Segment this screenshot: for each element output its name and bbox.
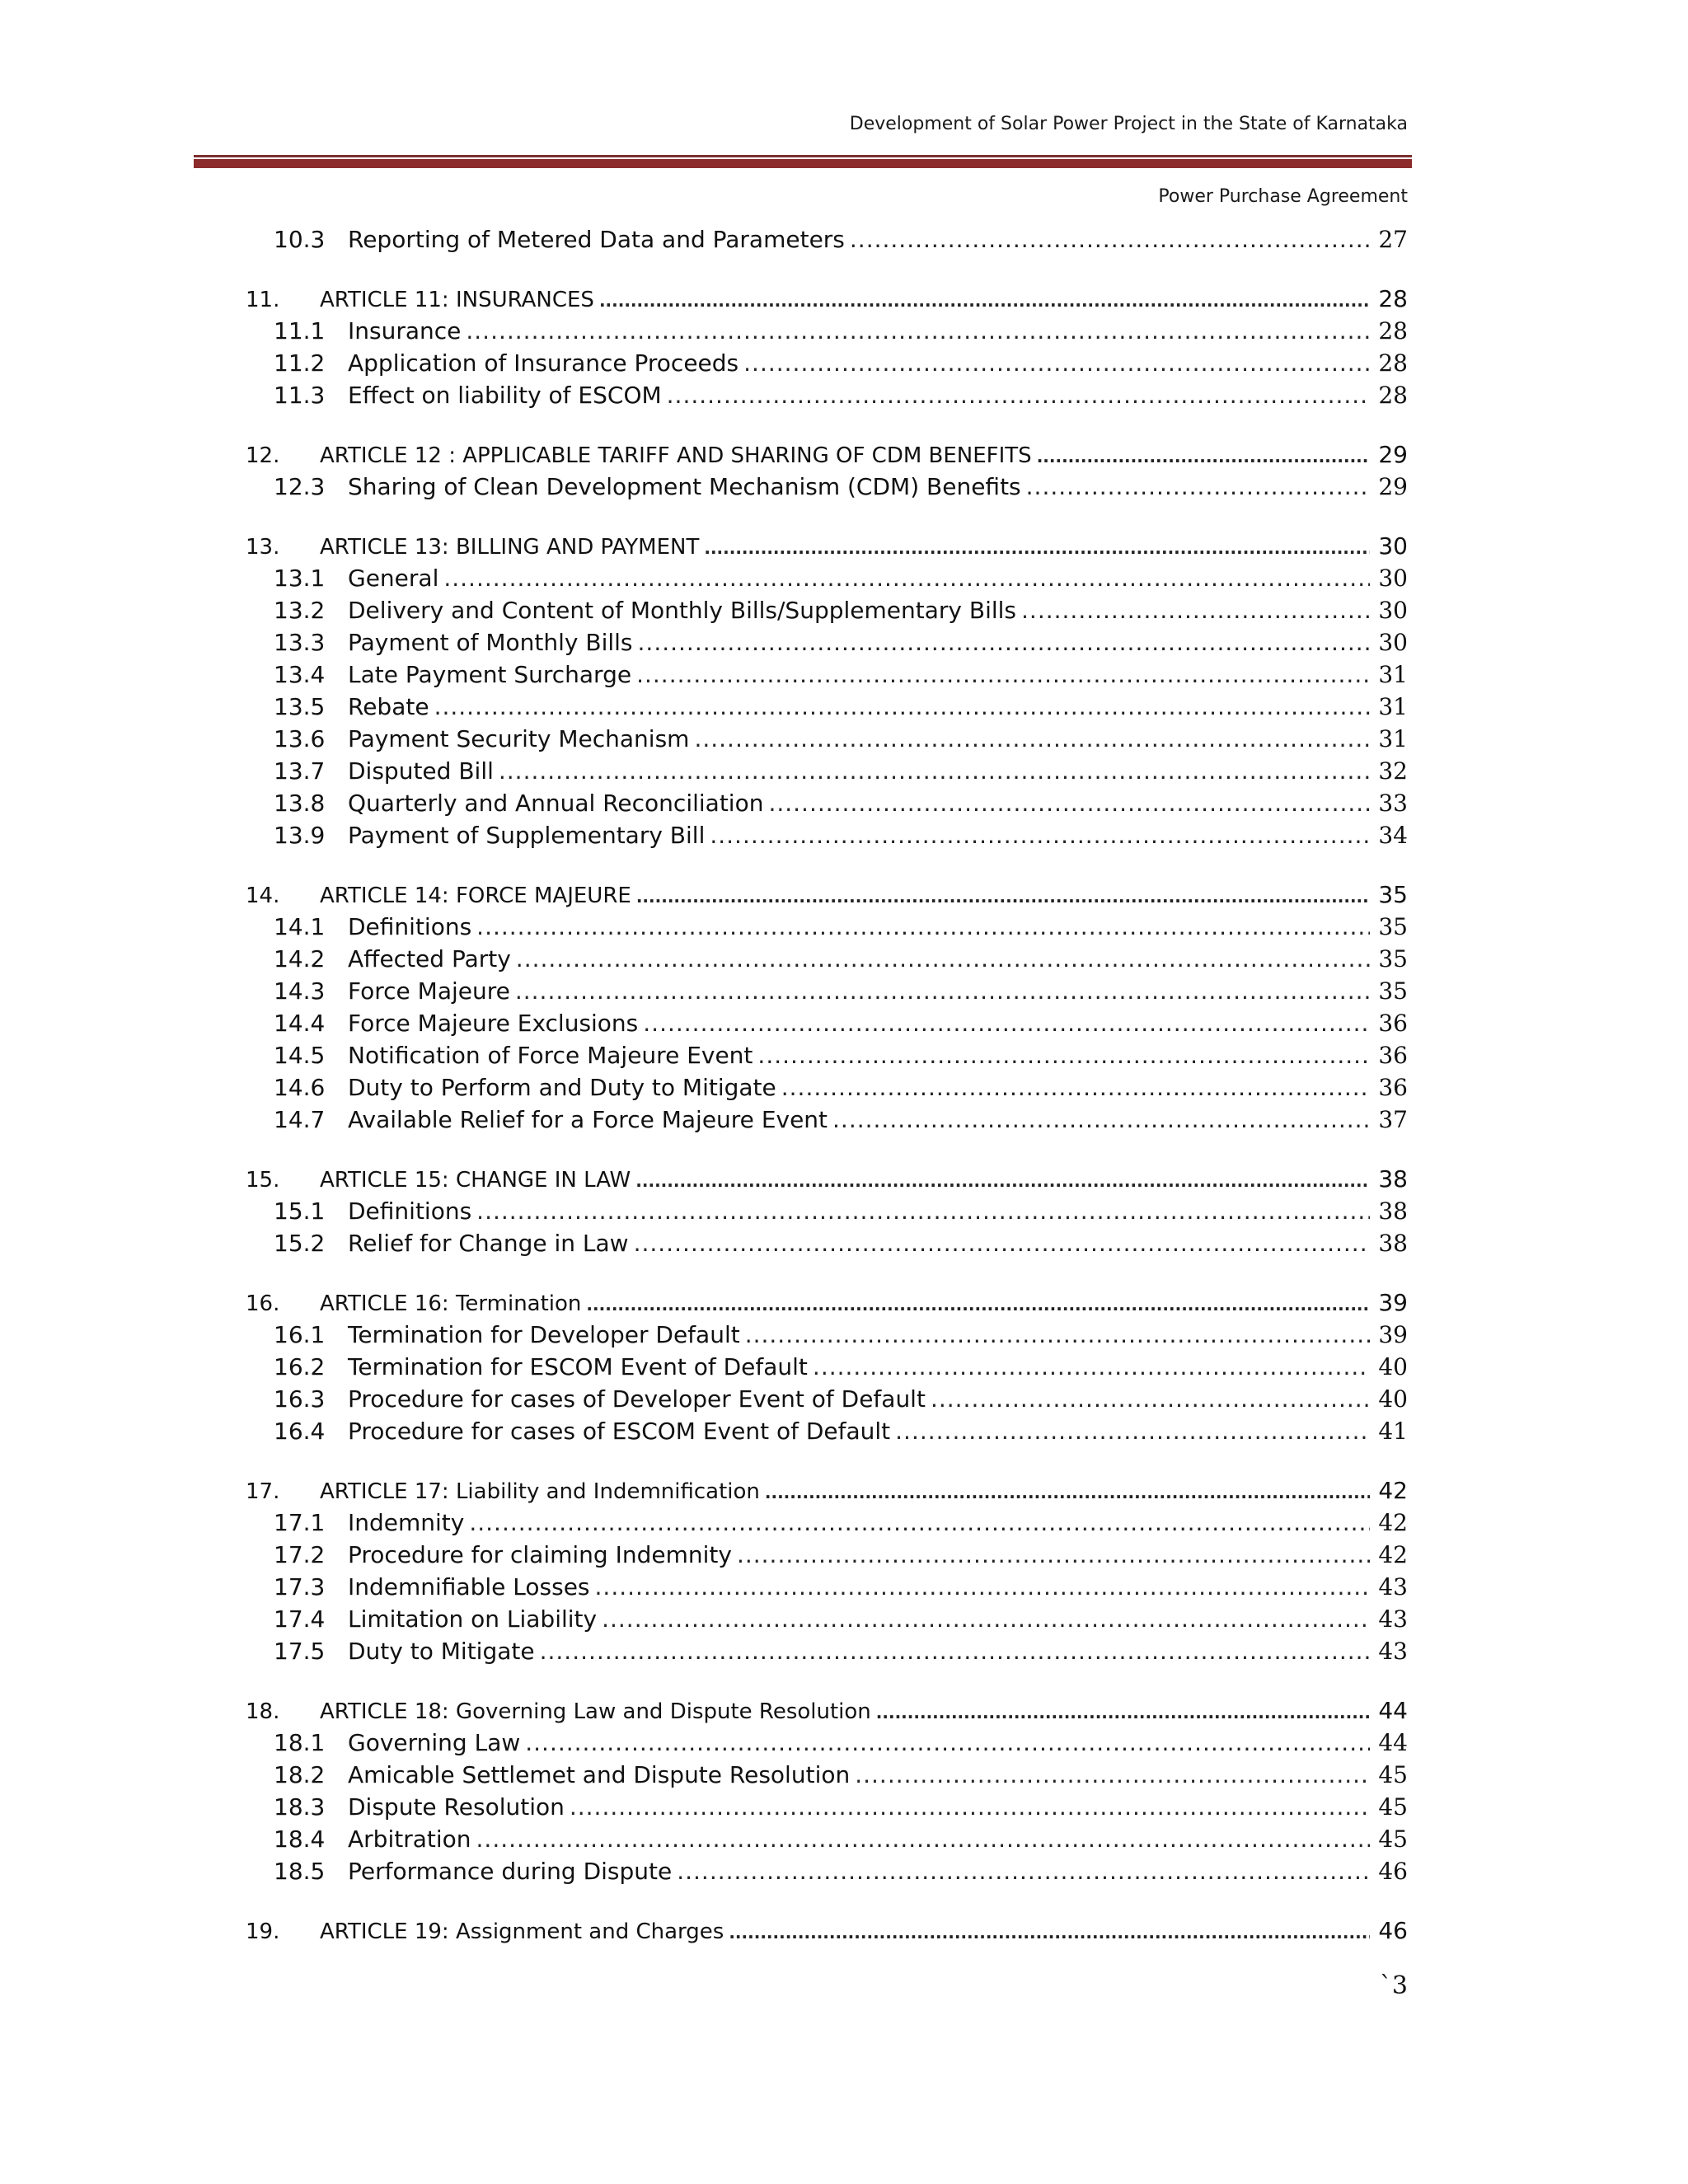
toc-entry-number: 18. <box>246 1699 280 1724</box>
toc-section-entry[interactable] <box>246 693 1408 726</box>
toc-entry-title: Delivery and Content of Monthly Bills/Supplementary Bills <box>348 597 1017 624</box>
toc-entry-page: 28 <box>1378 382 1408 409</box>
toc-entry-title: Performance during Dispute <box>348 1858 673 1885</box>
toc-entry-title: Definitions <box>348 913 472 940</box>
toc-entry-title: Governing Law <box>348 1729 521 1756</box>
toc-entry-number: 13. <box>246 535 280 560</box>
toc-dot-leader <box>1037 447 1370 466</box>
toc-entry-page: 42 <box>1378 1477 1408 1504</box>
toc-entry-number: 17. <box>246 1479 280 1504</box>
toc-entry-page: 45 <box>1378 1793 1408 1821</box>
toc-entry-page: 29 <box>1378 473 1408 500</box>
toc-dot-leader <box>737 1541 1370 1568</box>
toc-entry-page: 27 <box>1378 226 1408 253</box>
toc-entry-title: ARTICLE 19: Assignment and Charges <box>320 1919 724 1944</box>
toc-entry-number: 18.5 <box>274 1858 326 1885</box>
toc-entry-number: 13.5 <box>274 693 326 720</box>
toc-entry-number: 15.2 <box>274 1230 326 1257</box>
toc-entry-number: 13.9 <box>274 822 326 849</box>
toc-article-entry[interactable] <box>246 881 1408 914</box>
toc-entry-number: 13.2 <box>274 597 326 624</box>
toc-dot-leader <box>476 913 1370 940</box>
toc-entry-number: 14. <box>246 883 280 908</box>
toc-section-entry[interactable] <box>246 1509 1408 1542</box>
toc-section-entry[interactable] <box>246 1793 1408 1826</box>
header-rule-thin <box>194 155 1412 157</box>
toc-entry-number: 19. <box>246 1919 280 1944</box>
toc-section-entry[interactable] <box>246 1010 1408 1043</box>
toc-entry-page: 40 <box>1378 1353 1408 1380</box>
toc-entry-title: Late Payment Surcharge <box>348 661 632 688</box>
toc-entry-title: Force Majeure Exclusions <box>348 1010 639 1037</box>
toc-section-entry[interactable] <box>246 1605 1408 1638</box>
toc-dot-leader <box>643 1010 1370 1037</box>
toc-entry-title: Limitation on Liability <box>348 1605 598 1633</box>
toc-article-entry[interactable] <box>246 285 1408 318</box>
toc-dot-leader <box>931 1385 1370 1413</box>
toc-entry-title: Payment of Supplementary Bill <box>348 822 706 849</box>
toc-section-entry[interactable] <box>246 1074 1408 1107</box>
toc-entry-number: 17.1 <box>274 1509 326 1536</box>
toc-section-entry[interactable] <box>246 1385 1408 1418</box>
toc-section-entry[interactable] <box>246 757 1408 790</box>
toc-entry-number: 12.3 <box>274 473 326 500</box>
toc-entry-page: 31 <box>1378 693 1408 720</box>
toc-dot-leader <box>1021 597 1370 624</box>
toc-entry-page: 43 <box>1378 1605 1408 1633</box>
toc-section-entry[interactable] <box>246 349 1408 382</box>
toc-section-entry[interactable] <box>246 945 1408 978</box>
toc-entry-number: 11.2 <box>274 349 326 377</box>
toc-entry-title: ARTICLE 11: INSURANCES <box>320 288 594 312</box>
toc-entry-number: 13.8 <box>274 790 326 817</box>
toc-article-entry[interactable] <box>246 1917 1408 1950</box>
toc-entry-title: Amicable Settlemet and Dispute Resolution <box>348 1761 851 1788</box>
toc-section-entry[interactable] <box>246 1418 1408 1451</box>
toc-entry-page: 43 <box>1378 1573 1408 1601</box>
toc-entry-title: ARTICLE 18: Governing Law and Dispute Resolution <box>320 1699 871 1724</box>
toc-dot-leader <box>876 1703 1370 1722</box>
toc-entry-number: 14.4 <box>274 1010 326 1037</box>
toc-dot-leader <box>443 565 1370 592</box>
toc-entry-page: 29 <box>1378 441 1408 468</box>
toc-dot-leader <box>602 1605 1370 1633</box>
toc-dot-leader <box>667 382 1370 409</box>
toc-entry-number: 14.1 <box>274 913 326 940</box>
toc-entry-page: 38 <box>1378 1197 1408 1225</box>
toc-entry-page: 30 <box>1378 597 1408 624</box>
toc-entry-page: 37 <box>1378 1106 1408 1133</box>
toc-entry-title: Procedure for cases of Developer Event of Default <box>348 1385 926 1413</box>
toc-dot-leader <box>745 1321 1370 1348</box>
toc-entry-page: 28 <box>1378 317 1408 344</box>
toc-entry-title: Quarterly and Annual Reconciliation <box>348 790 764 817</box>
toc-section-entry[interactable] <box>246 565 1408 598</box>
toc-entry-number: 14.2 <box>274 945 326 972</box>
toc-dot-leader <box>586 1295 1370 1315</box>
toc-entry-title: Reporting of Metered Data and Parameters <box>348 226 845 253</box>
toc-entry-title: Available Relief for a Force Majeure Event <box>348 1106 828 1133</box>
toc-section-entry[interactable] <box>246 1197 1408 1230</box>
toc-entry-number: 12. <box>246 443 280 468</box>
toc-dot-leader <box>704 538 1370 558</box>
toc-entry-page: 43 <box>1378 1638 1408 1665</box>
toc-entry-page: 38 <box>1378 1230 1408 1257</box>
toc-dot-leader <box>850 226 1370 253</box>
toc-entry-title: Insurance <box>348 317 462 344</box>
toc-entry-number: 11.3 <box>274 382 326 409</box>
toc-dot-leader <box>434 693 1370 720</box>
toc-entry-page: 46 <box>1378 1858 1408 1885</box>
header-title: Development of Solar Power Project in the State of Karnataka <box>849 114 1408 134</box>
toc-entry-number: 16.1 <box>274 1321 326 1348</box>
toc-entry-page: 35 <box>1378 881 1408 908</box>
toc-entry-title: ARTICLE 15: CHANGE IN LAW <box>320 1168 631 1193</box>
toc-entry-number: 16.4 <box>274 1418 326 1445</box>
toc-dot-leader <box>476 1825 1370 1853</box>
toc-dot-leader <box>813 1353 1370 1380</box>
toc-entry-page: 45 <box>1378 1761 1408 1788</box>
toc-dot-leader <box>525 1729 1370 1756</box>
toc-entry-title: General <box>348 565 439 592</box>
toc-entry-title: Dispute Resolution <box>348 1793 565 1821</box>
toc-entry-page: 30 <box>1378 565 1408 592</box>
toc-entry-number: 16. <box>246 1291 280 1316</box>
toc-section-entry[interactable] <box>246 473 1408 506</box>
toc-entry-number: 14.7 <box>274 1106 326 1133</box>
toc-article-entry[interactable] <box>246 441 1408 474</box>
toc-entry-number: 13.4 <box>274 661 326 688</box>
toc-entry-title: Duty to Mitigate <box>348 1638 535 1665</box>
toc-entry-title: Sharing of Clean Development Mechanism (CDM) Benefits <box>348 473 1021 500</box>
toc-section-entry[interactable] <box>246 1321 1408 1354</box>
toc-entry-title: Indemnity <box>348 1509 465 1536</box>
toc-dot-leader <box>743 349 1370 377</box>
toc-entry-page: 28 <box>1378 285 1408 312</box>
toc-dot-leader <box>710 822 1370 849</box>
toc-dot-leader <box>832 1106 1370 1133</box>
toc-section-entry[interactable] <box>246 1042 1408 1075</box>
toc-dot-leader <box>540 1638 1370 1665</box>
toc-entry-title: Termination for ESCOM Event of Default <box>348 1353 808 1380</box>
toc-entry-page: 41 <box>1378 1418 1408 1445</box>
toc-entry-page: 28 <box>1378 349 1408 377</box>
toc-dot-leader <box>768 790 1370 817</box>
toc-dot-leader <box>499 757 1370 785</box>
toc-entry-title: Force Majeure <box>348 977 510 1005</box>
toc-section-entry[interactable] <box>246 629 1408 662</box>
toc-section-entry[interactable] <box>246 1353 1408 1386</box>
toc-article-entry[interactable] <box>246 1697 1408 1730</box>
toc-section-entry[interactable] <box>246 790 1408 823</box>
toc-entry-page: 39 <box>1378 1289 1408 1316</box>
toc-dot-leader <box>638 629 1370 656</box>
toc-entry-page: 36 <box>1378 1042 1408 1069</box>
toc-entry-title: Payment Security Mechanism <box>348 725 690 752</box>
toc-entry-number: 14.3 <box>274 977 326 1005</box>
toc-dot-leader <box>466 317 1370 344</box>
toc-entry-number: 14.6 <box>274 1074 326 1101</box>
toc-entry-number: 13.7 <box>274 757 326 785</box>
toc-entry-page: 45 <box>1378 1825 1408 1853</box>
toc-dot-leader <box>570 1793 1370 1821</box>
toc-entry-page: 38 <box>1378 1165 1408 1193</box>
toc-entry-page: 35 <box>1378 913 1408 940</box>
toc-entry-page: 35 <box>1378 977 1408 1005</box>
toc-entry-title: Affected Party <box>348 945 511 972</box>
toc-entry-title: Disputed Bill <box>348 757 494 785</box>
toc-entry-number: 13.1 <box>274 565 326 592</box>
toc-dot-leader <box>855 1761 1370 1788</box>
toc-entry-page: 30 <box>1378 532 1408 560</box>
toc-dot-leader <box>694 725 1370 752</box>
toc-entry-title: Procedure for claiming Indemnity <box>348 1541 732 1568</box>
toc-dot-leader <box>635 1171 1370 1191</box>
toc-entry-number: 11.1 <box>274 317 326 344</box>
toc-dot-leader <box>757 1042 1370 1069</box>
toc-entry-page: 36 <box>1378 1010 1408 1037</box>
toc-entry-number: 18.1 <box>274 1729 326 1756</box>
toc-entry-number: 16.2 <box>274 1353 326 1380</box>
toc-dot-leader <box>595 1573 1370 1601</box>
toc-entry-page: 30 <box>1378 629 1408 656</box>
toc-entry-page: 31 <box>1378 725 1408 752</box>
toc-dot-leader <box>515 977 1370 1005</box>
toc-section-entry[interactable] <box>246 822 1408 855</box>
toc-entry-page: 42 <box>1378 1541 1408 1568</box>
toc-entry-title: ARTICLE 17: Liability and Indemnification <box>320 1479 760 1504</box>
page-number: `3 <box>1379 1971 1408 2000</box>
toc-section-entry[interactable] <box>246 1573 1408 1606</box>
toc-entry-number: 14.5 <box>274 1042 326 1069</box>
toc-entry-title: Relief for Change in Law <box>348 1230 629 1257</box>
toc-dot-leader <box>895 1418 1370 1445</box>
toc-dot-leader <box>765 1483 1370 1502</box>
toc-entry-number: 15. <box>246 1168 280 1193</box>
toc-entry-number: 17.5 <box>274 1638 326 1665</box>
toc-entry-number: 18.4 <box>274 1825 326 1853</box>
toc-section-entry[interactable] <box>246 977 1408 1010</box>
toc-section-entry[interactable] <box>246 226 1408 259</box>
toc-entry-page: 31 <box>1378 661 1408 688</box>
toc-dot-leader <box>476 1197 1370 1225</box>
toc-entry-number: 17.3 <box>274 1573 326 1601</box>
toc-section-entry[interactable] <box>246 1729 1408 1762</box>
toc-entry-title: Procedure for cases of ESCOM Event of Default <box>348 1418 891 1445</box>
toc-entry-title: Duty to Perform and Duty to Mitigate <box>348 1074 776 1101</box>
toc-entry-number: 17.4 <box>274 1605 326 1633</box>
toc-entry-title: ARTICLE 12 : APPLICABLE TARIFF AND SHARING OF CDM BENEFITS <box>320 443 1032 468</box>
toc-article-entry[interactable] <box>246 1165 1408 1198</box>
toc-section-entry[interactable] <box>246 725 1408 758</box>
toc-dot-leader <box>677 1858 1370 1885</box>
toc-entry-number: 11. <box>246 288 280 312</box>
toc-section-entry[interactable] <box>246 597 1408 630</box>
toc-entry-title: Application of Insurance Proceeds <box>348 349 739 377</box>
header-rule-thick <box>194 159 1412 168</box>
toc-section-entry[interactable] <box>246 317 1408 350</box>
toc-entry-title: Termination for Developer Default <box>348 1321 740 1348</box>
toc-dot-leader <box>781 1074 1370 1101</box>
toc-entry-page: 35 <box>1378 945 1408 972</box>
toc-section-entry[interactable] <box>246 913 1408 946</box>
toc-section-entry[interactable] <box>246 1825 1408 1858</box>
toc-entry-title: ARTICLE 14: FORCE MAJEURE <box>320 883 631 908</box>
toc-entry-page: 42 <box>1378 1509 1408 1536</box>
toc-entry-number: 13.3 <box>274 629 326 656</box>
toc-section-entry[interactable] <box>246 661 1408 694</box>
toc-entry-page: 44 <box>1378 1729 1408 1756</box>
toc-entry-title: Rebate <box>348 693 429 720</box>
toc-entry-page: 46 <box>1378 1917 1408 1944</box>
toc-dot-leader <box>599 291 1370 311</box>
toc-entry-title: ARTICLE 16: Termination <box>320 1291 582 1316</box>
toc-entry-title: Effect on liability of ESCOM <box>348 382 662 409</box>
toc-entry-number: 18.3 <box>274 1793 326 1821</box>
toc-section-entry[interactable] <box>246 1541 1408 1574</box>
toc-entry-number: 16.3 <box>274 1385 326 1413</box>
toc-entry-page: 39 <box>1378 1321 1408 1348</box>
toc-section-entry[interactable] <box>246 1858 1408 1891</box>
toc-dot-leader <box>1026 473 1370 500</box>
toc-dot-leader <box>469 1509 1370 1536</box>
toc-entry-title: ARTICLE 13: BILLING AND PAYMENT <box>320 535 700 560</box>
toc-entry-page: 40 <box>1378 1385 1408 1413</box>
toc-article-entry[interactable] <box>246 1477 1408 1510</box>
toc-entry-title: Payment of Monthly Bills <box>348 629 633 656</box>
toc-entry-number: 15.1 <box>274 1197 326 1225</box>
toc-entry-page: 32 <box>1378 757 1408 785</box>
toc-entry-page: 44 <box>1378 1697 1408 1724</box>
toc-dot-leader <box>636 661 1370 688</box>
toc-entry-title: Indemnifiable Losses <box>348 1573 590 1601</box>
toc-entry-page: 36 <box>1378 1074 1408 1101</box>
toc-entry-title: Arbitration <box>348 1825 471 1853</box>
toc-entry-number: 13.6 <box>274 725 326 752</box>
toc-article-entry[interactable] <box>246 532 1408 565</box>
toc-entry-number: 17.2 <box>274 1541 326 1568</box>
toc-article-entry[interactable] <box>246 1289 1408 1322</box>
toc-section-entry[interactable] <box>246 382 1408 415</box>
toc-entry-title: Definitions <box>348 1197 472 1225</box>
toc-section-entry[interactable] <box>246 1761 1408 1794</box>
toc-dot-leader <box>729 1923 1370 1943</box>
toc-entry-page: 34 <box>1378 822 1408 849</box>
toc-dot-leader <box>516 945 1370 972</box>
toc-dot-leader <box>634 1230 1370 1257</box>
header-subtitle: Power Purchase Agreement <box>1158 186 1408 207</box>
toc-entry-page: 33 <box>1378 790 1408 817</box>
toc-section-entry[interactable] <box>246 1230 1408 1263</box>
toc-section-entry[interactable] <box>246 1106 1408 1139</box>
toc-entry-number: 10.3 <box>274 226 326 253</box>
toc-entry-title: Notification of Force Majeure Event <box>348 1042 753 1069</box>
toc-section-entry[interactable] <box>246 1638 1408 1671</box>
toc-entry-number: 18.2 <box>274 1761 326 1788</box>
toc-dot-leader <box>636 887 1370 907</box>
